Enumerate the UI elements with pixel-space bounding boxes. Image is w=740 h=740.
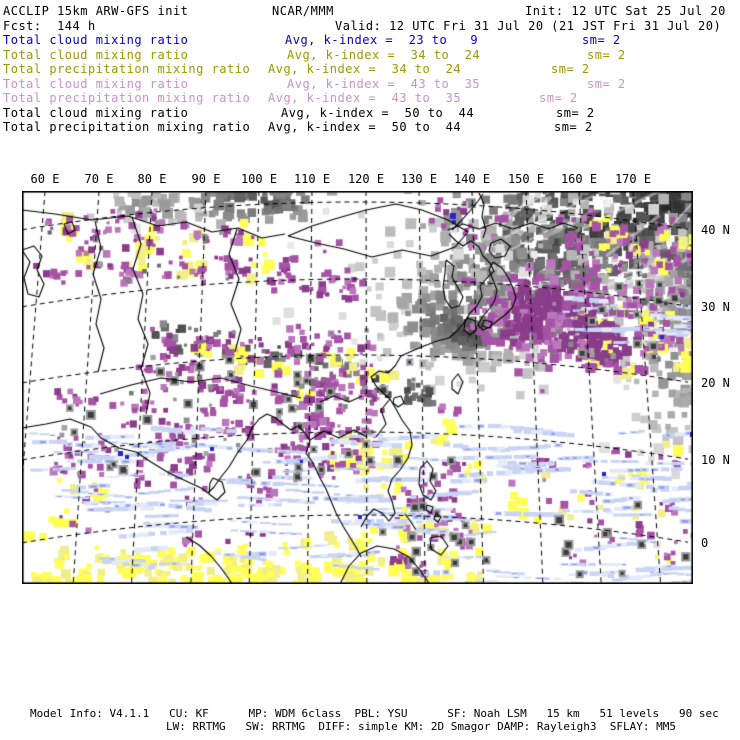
lon-tick-label: 110 E: [293, 172, 331, 186]
lon-tick-label: 60 E: [30, 172, 60, 186]
field-row-blue-kindex: Avg, k-index = 23 to 9: [285, 33, 479, 47]
field-row-olive-precip-label: Total precipitation mixing ratio: [3, 62, 251, 76]
field-row-plum-precip-right: sm= 2: [539, 91, 578, 105]
model-info-line2: LW: RRTMG SW: RRTMG DIFF: simple KM: 2D Smagor DAMP: Rayleigh3 SFLAY: MM5: [166, 720, 676, 733]
lon-tick-label: 130 E: [400, 172, 438, 186]
lat-tick-label: 40 N: [701, 223, 730, 237]
lon-tick-label: 90 E: [191, 172, 221, 186]
field-row-black-precip-label: Total precipitation mixing ratio: [3, 120, 251, 134]
field-row-plum-cloud-label: Total cloud mixing ratio: [3, 77, 189, 91]
field-row-black-precip-kindex: Avg, k-index = 50 to 44: [268, 120, 462, 134]
field-row-blue-right: sm= 2: [582, 33, 621, 47]
field-row-olive-precip-kindex: Avg, k-index = 34 to 24: [268, 62, 462, 76]
field-row-olive-cloud-label: Total cloud mixing ratio: [3, 48, 189, 62]
field-row-plum-cloud-right: sm= 2: [587, 77, 626, 91]
field-row-black-cloud-kindex: Avg, k-index = 50 to 44: [281, 106, 475, 120]
lat-tick-label: 10 N: [701, 453, 730, 467]
lat-tick-label: 0: [701, 536, 709, 550]
fcst-hour-right: Valid: 12 UTC Fri 31 Jul 20 (21 JST Fri 31 Jul 20): [335, 19, 722, 33]
field-row-olive-precip-right: sm= 2: [551, 62, 590, 76]
lon-tick-label: 80 E: [137, 172, 167, 186]
model-info-line1: Model Info: V4.1.1 CU: KF MP: WDM 6class PBL: YSU SF: Noah LSM 15 km 51 levels 90 sec: [30, 707, 719, 720]
field-row-black-cloud-label: Total cloud mixing ratio: [3, 106, 189, 120]
lon-tick-label: 170 E: [614, 172, 652, 186]
model-title-label: ACCLIP 15km ARW-GFS init: [3, 4, 189, 18]
field-row-plum-cloud-kindex: Avg, k-index = 43 to 35: [287, 77, 481, 91]
model-title-right: Init: 12 UTC Sat 25 Jul 20: [525, 4, 726, 18]
lon-tick-label: 120 E: [347, 172, 385, 186]
field-row-olive-cloud-kindex: Avg, k-index = 34 to 24: [287, 48, 481, 62]
lat-tick-label: 20 N: [701, 376, 730, 390]
lat-tick-label: 30 N: [701, 300, 730, 314]
lon-tick-label: 140 E: [453, 172, 491, 186]
fcst-hour-label: Fcst: 144 h: [3, 19, 96, 33]
lon-tick-label: 150 E: [507, 172, 545, 186]
field-row-plum-precip-label: Total precipitation mixing ratio: [3, 91, 251, 105]
lon-tick-label: 160 E: [560, 172, 598, 186]
model-title-kindex: NCAR/MMM: [272, 4, 334, 18]
lon-tick-label: 100 E: [240, 172, 278, 186]
map-canvas: [22, 191, 693, 584]
field-row-black-precip-right: sm= 2: [554, 120, 593, 134]
field-row-blue-label: Total cloud mixing ratio: [3, 33, 189, 47]
field-row-plum-precip-kindex: Avg, k-index = 43 to 35: [268, 91, 462, 105]
field-row-black-cloud-right: sm= 2: [556, 106, 595, 120]
lon-tick-label: 70 E: [84, 172, 114, 186]
field-row-olive-cloud-right: sm= 2: [587, 48, 626, 62]
